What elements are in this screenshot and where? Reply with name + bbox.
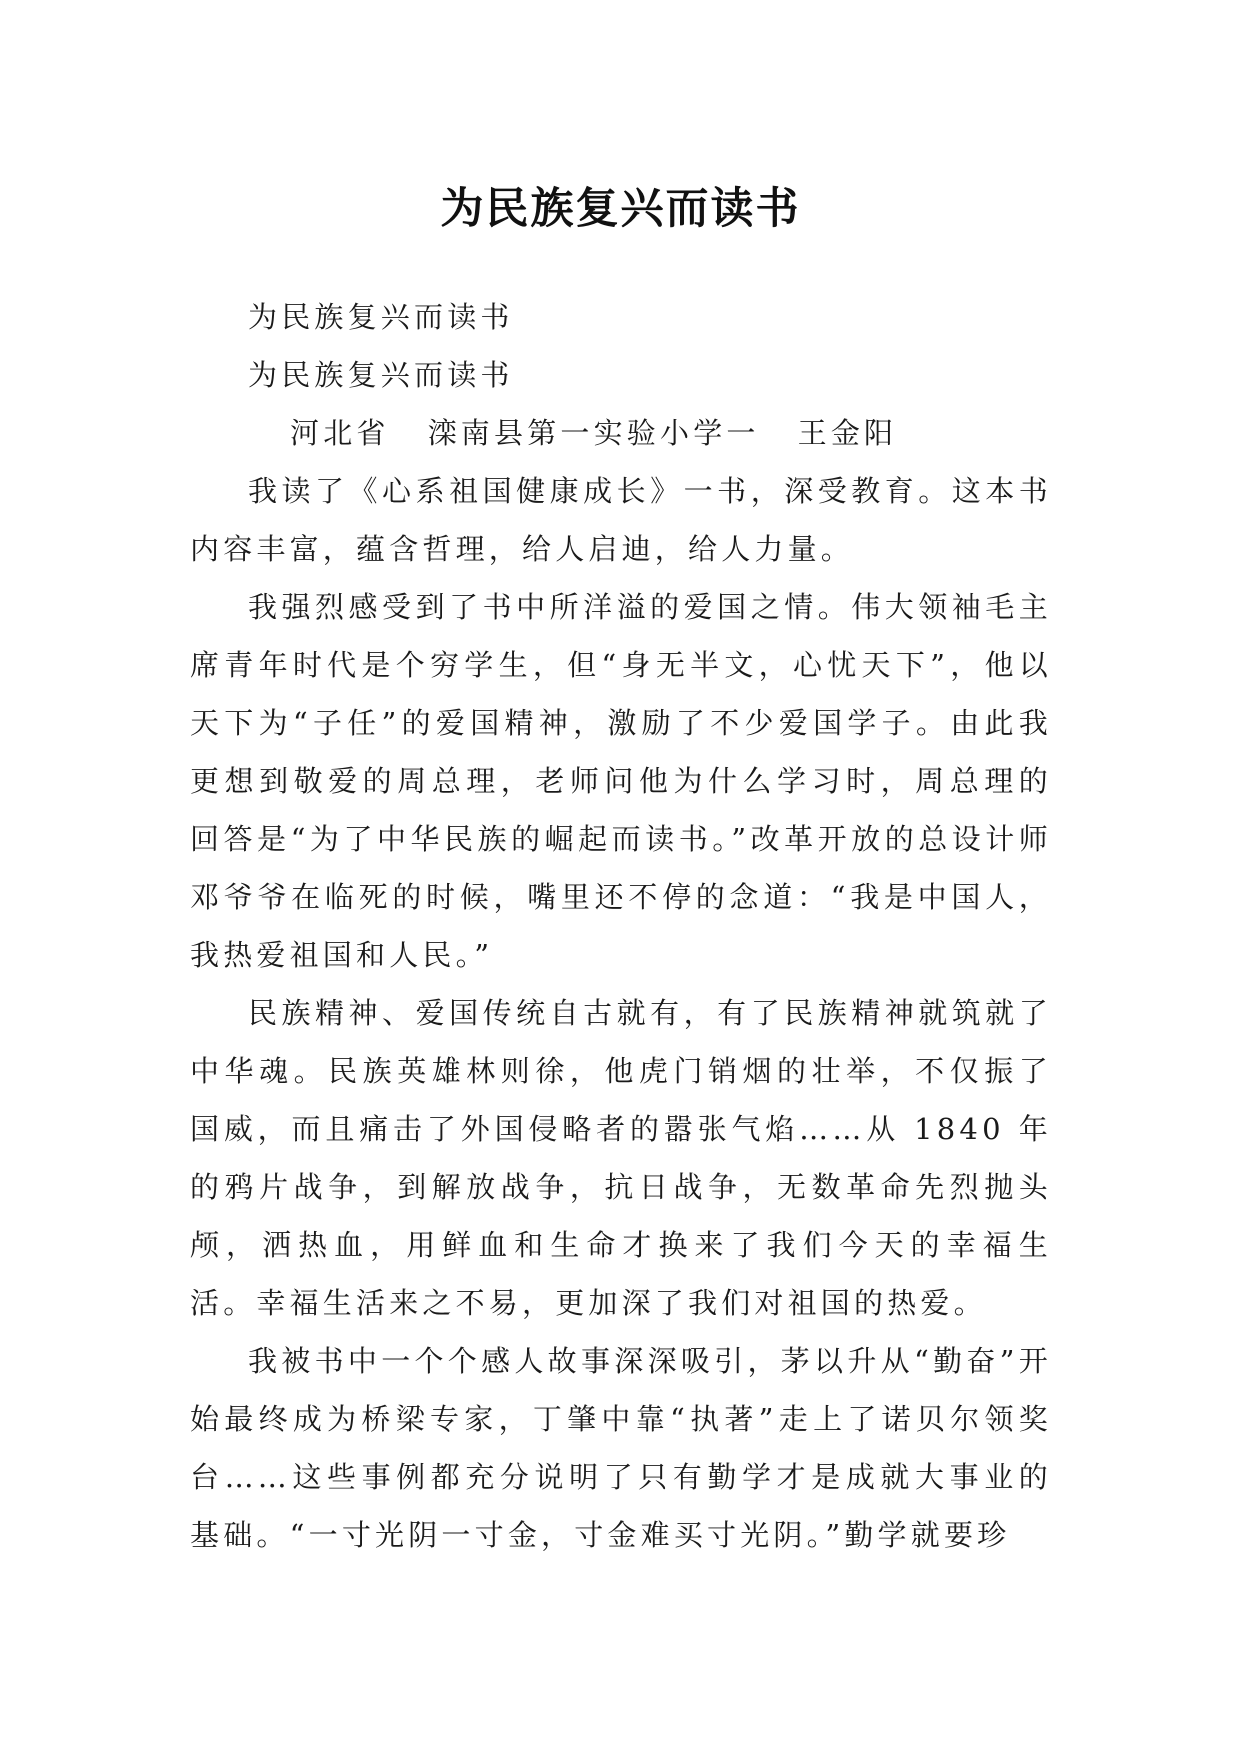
author-province: 河北省	[290, 416, 390, 450]
body-paragraph: 民族精神、爱国传统自古就有，有了民族精神就筑就了中华魂。民族英雄林则徐，他虎门销烟的壮举，不仅振了国威，而且痛击了外国侵略者的嚣张气焰……从 1840 年的鸦片战争，到解放战争，抗日战争，无数革命先烈抛头颅，洒热血，用鲜血和生命才换来了我们今天的幸福生活。幸福生活来之不易，更加深了我们对祖国的热爱。	[190, 996, 1052, 1320]
body-paragraph: 我被书中一个个感人故事深深吸引，茅以升从“勤奋”开始最终成为桥梁专家，丁肇中靠“执著”走上了诺贝尔领奖台……这些事例都充分说明了只有勤学才是成就大事业的基础。“一寸光阴一寸金，寸金难买寸光阴。”勤学就要珍	[190, 1344, 1052, 1552]
subtitle-line: 为民族复兴而读书	[248, 358, 514, 392]
author-line	[190, 404, 1052, 462]
subtitle-line: 为民族复兴而读书	[248, 300, 514, 334]
body-paragraph: 我读了《心系祖国健康成长》一书，深受教育。这本书内容丰富，蕴含哲理，给人启迪，给人力量。	[190, 474, 1052, 566]
author-name: 王金阳	[797, 416, 898, 450]
body-paragraph: 我强烈感受到了书中所洋溢的爱国之情。伟大领袖毛主席青年时代是个穷学生，但“身无半文，心忧天下”，他以天下为“子任”的爱国精神，激励了不少爱国学子。由此我更想到敬爱的周总理，老师问他为什么学习时，周总理的回答是“为了中华民族的崛起而读书。”改革开放的总设计师邓爷爷在临死的时候，嘴里还不停的念道：“我是中国人，我热爱祖国和人民。”	[190, 590, 1052, 972]
document-body	[190, 288, 1052, 1564]
author-school: 滦南县第一实验小学一	[427, 416, 760, 450]
document-title: 为民族复兴而读书	[440, 183, 801, 234]
